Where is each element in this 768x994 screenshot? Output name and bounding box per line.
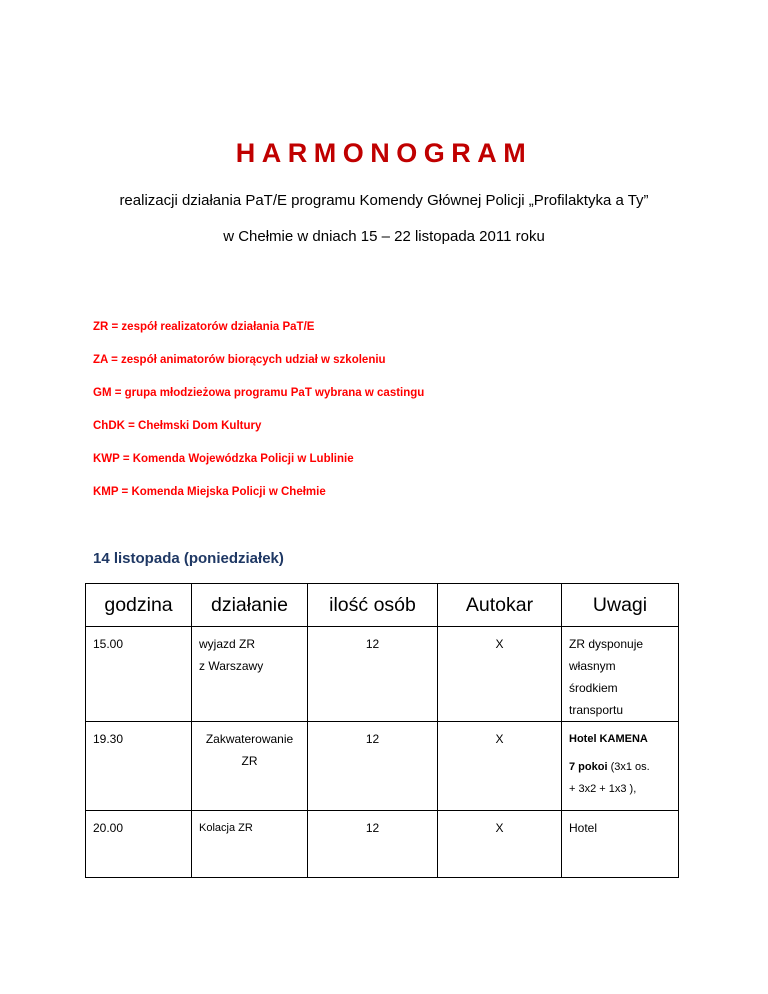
room-count: 7 pokoi bbox=[569, 761, 608, 773]
table-row bbox=[86, 722, 679, 811]
cell-action-line: Zakwaterowanie bbox=[205, 732, 294, 746]
day-heading: 14 listopada (poniedziałek) bbox=[93, 550, 284, 567]
column-header-time: godzina bbox=[86, 584, 192, 627]
column-header-people: ilość osób bbox=[308, 584, 438, 627]
table-row bbox=[86, 627, 679, 722]
document-title: HARMONOGRAM bbox=[235, 138, 533, 168]
table-row bbox=[86, 811, 679, 878]
document-date-range: w Chełmie w dniach 15 – 22 listopada 2011 roku bbox=[223, 228, 545, 245]
table-header-row bbox=[86, 584, 679, 627]
legend-item: ChDK = Chełmski Dom Kultury bbox=[93, 420, 262, 432]
column-header-notes: Uwagi bbox=[562, 584, 679, 627]
cell-bus: X bbox=[438, 811, 562, 878]
cell-action-line: wyjazd ZR bbox=[199, 637, 256, 651]
cell-time: 20.00 bbox=[86, 811, 192, 878]
cell-notes bbox=[562, 627, 679, 722]
cell-action-line: z Warszawy bbox=[199, 659, 264, 673]
column-header-action: działanie bbox=[192, 584, 308, 627]
cell-time: 15.00 bbox=[86, 627, 192, 722]
abbreviation-legend bbox=[93, 320, 424, 518]
cell-notes-line: własnym bbox=[569, 659, 616, 673]
cell-people: 12 bbox=[308, 722, 438, 811]
cell-notes: Hotel bbox=[562, 811, 679, 878]
cell-people: 12 bbox=[308, 627, 438, 722]
cell-time: 19.30 bbox=[86, 722, 192, 811]
legend-item: KMP = Komenda Miejska Policji w Chełmie bbox=[93, 486, 326, 498]
cell-notes bbox=[562, 722, 679, 811]
document-subtitle: realizacji działania PaT/E programu Komendy Głównej Policji „Profilaktyka a Ty” bbox=[119, 192, 649, 209]
cell-action: Kolacja ZR bbox=[192, 811, 308, 878]
hotel-name: Hotel KAMENA bbox=[569, 733, 648, 745]
cell-notes-line: transportu bbox=[569, 703, 624, 717]
cell-notes-line: ZR dysponuje bbox=[569, 637, 644, 651]
cell-action-line: ZR bbox=[241, 754, 258, 768]
legend-item: KWP = Komenda Wojewódzka Policji w Lublinie bbox=[93, 453, 354, 465]
room-breakdown-line: + 3x2 + 1x3 ), bbox=[569, 783, 637, 795]
cell-action bbox=[192, 627, 308, 722]
cell-people: 12 bbox=[308, 811, 438, 878]
cell-bus: X bbox=[438, 722, 562, 811]
cell-action bbox=[192, 722, 308, 811]
cell-notes-line: środkiem bbox=[569, 681, 618, 695]
column-header-bus: Autokar bbox=[438, 584, 562, 627]
schedule-table bbox=[85, 583, 679, 878]
cell-bus: X bbox=[438, 627, 562, 722]
legend-item: ZA = zespół animatorów biorących udział w szkoleniu bbox=[93, 354, 386, 366]
legend-item: ZR = zespół realizatorów działania PaT/E bbox=[93, 321, 315, 333]
room-breakdown: (3x1 os. bbox=[607, 761, 650, 773]
room-info bbox=[569, 756, 671, 778]
legend-item: GM = grupa młodzieżowa programu PaT wybrana w castingu bbox=[93, 387, 425, 399]
